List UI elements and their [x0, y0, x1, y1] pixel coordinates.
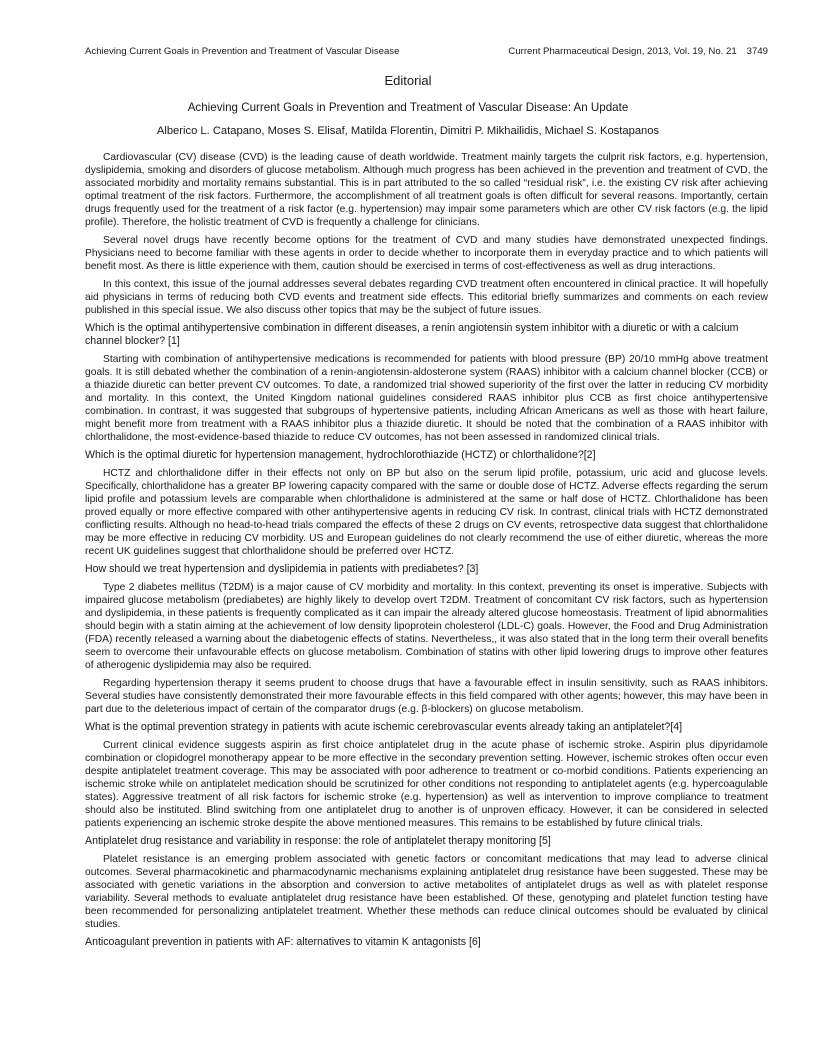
paragraph: Platelet resistance is an emerging problem associated with genetic factors or concomitant medications that may lead to adverse clinical outcomes. Several pharmacokinetic and pharmacodynamic mechanisms explaining antiplatelet drug resistance have been suggested. These may be associated with genetic variations in the absorption and conversion to active metabolites of antiplatelet drugs as well as with platelet response variability. Several methods to evaluate antiplatelet drug resistance have been established. Of these, genotyping and platelet function testing have been recommended for personalizing antiplatelet treatment. Whether these methods can reduce clinical outcomes should be evaluated by clinical studies. [85, 854, 768, 930]
running-header [85, 46, 768, 57]
paragraph: Current clinical evidence suggests aspirin as first choice antiplatelet drug in the acute phase of ischemic stroke. Aspirin plus dipyridamole combination or clopidogrel monotherapy appear to be more effective in the secondary prevention setting. However, ischemic strokes often occur even despite antiplatelet treatment coverage. This may be associated with poor adherence to treatment or co-morbid conditions. Patients experiencing an ischemic stroke while on antiplatelet medication should be scrutinized for other conditions not responding to antiplatelet agents (e.g. hypercoagulable states). Aggressive treatment of all risk factors for ischemic stroke (e.g. hypertension) as well as intervention to improve compliance to treatment should also be instituted. Blind switching from one antiplatelet drug to another is of unproven efficacy. However, it can be considered in selected patients experiencing an ischemic stroke despite the above mentioned measures. This remains to be established by future clinical trials. [85, 740, 768, 829]
paragraph: Regarding hypertension therapy it seems prudent to choose drugs that have a favourable effect in insulin sensitivity, such as RAAS inhibitors. Several studies have consistently demonstrated their more favourable effects in this field compared with other agents; however, this may have been in part due to the deleterious impact of certain of the comparator drugs (e.g. β-blockers) on glucose metabolism. [85, 678, 768, 715]
paragraph: Type 2 diabetes mellitus (T2DM) is a major cause of CV morbidity and mortality. In this context, preventing its onset is imperative. Subjects with impaired glucose metabolism (prediabetes) are highly likely to develop overt T2DM. Treatment of concomitant CV risk factors, such as hypertension and dyslipidemia, in these patients is frequently complicated as it can impair the already altered glucose homeostasis. Treatment of lipid abnormalities should begin with a statin aiming at the achievement of low density lipoprotein cholesterol (LDL-C) goals. However, the Food and Drug Administration (FDA) recently released a warning about the diabetogenic effects of statins. Nevertheless,, it was also stated that in the long term their overall benefits seem to overcome their unfavourable effects on glucose metabolism. Combination of statins with other lipid lowering drugs to improve other features of atherogenic dyslipidemia may also be required. [85, 582, 768, 671]
running-title: Achieving Current Goals in Prevention and Treatment of Vascular Disease [85, 46, 400, 57]
journal-citation: Current Pharmaceutical Design, 2013, Vol. 19, No. 21 [508, 46, 737, 57]
paragraph: Several novel drugs have recently become options for the treatment of CVD and many studies have demonstrated unexpected findings. Physicians need to become familiar with these agents in order to decide whether to incorporate them in everyday practice and to which patients will benefit most. As there is little experience with them, caution should be exercised in terms of cost-effectiveness as well as drug interactions. [85, 235, 768, 272]
section-heading: What is the optimal prevention strategy in patients with acute ischemic cerebrovascular events already taking an antiplatelet?[4] [85, 721, 683, 733]
section-heading: How should we treat hypertension and dyslipidemia in patients with prediabetes? [3] [85, 563, 479, 575]
section-heading: Which is the optimal antihypertensive combination in different diseases, a renin angiotensin system inhibitor with a diuretic or with a calcium channel blocker? [1] [85, 322, 739, 347]
paragraph: Starting with combination of antihypertensive medications is recommended for patients with blood pressure (BP) 20/10 mmHg above treatment goals. It is still debated whether the combination of a renin-angiotensin-aldosterone system (RAAS) inhibitor with a calcium channel blocker (CCB) or a thiazide diuretic can better prevent CV outcomes. To date, a randomized trial showed superiority of the first over the latter in reducing CV morbidity and mortality. In this context, the United Kingdom national guidelines considered RAAS inhibitor plus CCB as first choice antihypertensive combination. In contrast, it was suggested that subgroups of hypertensive patients, including African Americans as well as those with heart failure, might benefit more from treatment with a RAAS inhibitor plus a thiazide diuretic. It should be noted that the combination of a RAAS inhibitor with chlorthalidone, the most-evidence-based thiazide to reduce CV outcomes, has not been assessed in randomized clinical trials. [85, 354, 768, 443]
page-number: 3749 [746, 46, 768, 57]
paragraph: HCTZ and chlorthalidone differ in their effects not only on BP but also on the serum lipid profile, potassium, uric acid and glucose levels. Specifically, chlorthalidone has a greater BP lowering capacity compared with the same or double dose of HCTZ. Adverse effects regarding the serum lipid profile and potassium levels are comparable when chlorthalidone is administered at the same or half dose of HCTZ. Chlorthalidone has been proved equally or more effective compared with other antihypertensive agents in reducing CV risk. In contrast, clinical trials with HCTZ demonstrated conflicting results. Although no head-to-head trials compared the effects of these 2 drugs on CV events, retrospective data suggest that chlorthalidone may be more effective in reducing CV morbidity. US and European guidelines do not clearly recommend the use of either diuretic, whereas the more recent UK guidelines suggest that chlorthalidone should be preferred over HCTZ. [85, 468, 768, 557]
article-type: Editorial [384, 73, 432, 88]
article-authors: Alberico L. Catapano, Moses S. Elisaf, Matilda Florentin, Dimitri P. Mikhailidis, Michael S. Kostapanos [156, 125, 660, 137]
journal-info [498, 46, 768, 57]
section-heading: Which is the optimal diuretic for hypertension management, hydrochlorothiazide (HCTZ) or chlorthalidone?[2] [85, 449, 596, 461]
article-body [85, 151, 768, 954]
paragraph: In this context, this issue of the journal addresses several debates regarding CVD treatment often encountered in clinical practice. It will hopefully aid physicians in terms of reducing both CVD events and treatment side effects. This editorial briefly summarizes and comments on each review published in this special issue. We also discuss other topics that may be the subject of future issues. [85, 279, 768, 316]
paragraph: Cardiovascular (CV) disease (CVD) is the leading cause of death worldwide. Treatment mainly targets the culprit risk factors, e.g. hypertension, dyslipidemia, smoking and disorders of glucose metabolism. Although much progress has been achieved in the prevention and treatment of CVD, the associated morbidity and mortality remains substantial. This is in part attributed to the so called “residual risk”, i.e. the existing CV risk after achieving optimal treatment of the risk factors. Furthermore, the accomplishment of all treatment goals is often difficult for several reasons. Importantly, certain drugs frequently used for the treatment of a risk factor (e.g. hypertension) may impair some parameters which are other CV risk factors (e.g. the lipid profile). Therefore, the holistic treatment of CVD is frequently a challenge for clinicians. [85, 152, 768, 228]
section-heading: Anticoagulant prevention in patients with AF: alternatives to vitamin K antagonists [6] [85, 936, 481, 948]
section-heading: Antiplatelet drug resistance and variability in response: the role of antiplatelet therapy monitoring [5] [85, 835, 551, 847]
article-title: Achieving Current Goals in Prevention and Treatment of Vascular Disease: An Update [187, 101, 629, 114]
